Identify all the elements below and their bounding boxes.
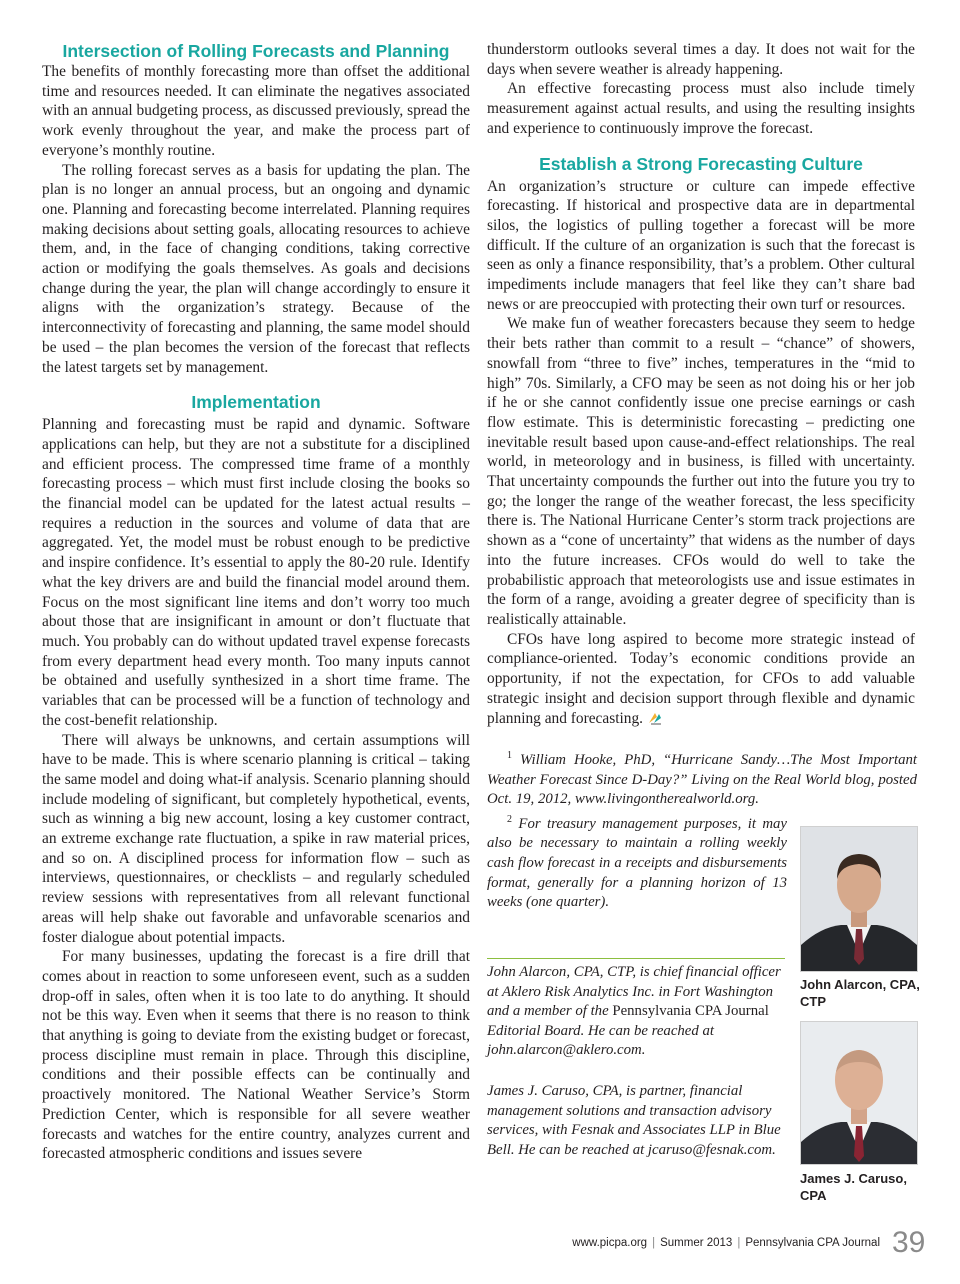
portrait-image (801, 827, 917, 971)
section-heading-rolling-forecasts: Intersection of Rolling Forecasts and Planning (62, 41, 450, 61)
paragraph: There will always be unknowns, and certain assumptions will have to be made. This is where scenario planning is critical – taking the same model and doing what-if analysis. Scenario planning should include modeling of significant, but completely hypothetical, events, such as winning a big new account, losing a key customer contract, an extreme exchange rate fluctuation, a spike in raw material prices, and so on. A disciplined process for information flow – such as interviews, questionnaires, or checklists – and regularly scheduled review sessions with representatives from all relevant functional areas will help shake out favorable and unfavorable scenarios and foster dialogue about potential impacts. (42, 731, 470, 946)
paragraph: For many businesses, updating the forecast is a fire drill that comes about in reaction to some unforeseen event, such as a sudden drop-off in sales, often when it is too late to do anything. It should not be this way. Even when it seems that there is no reason to think that anything is going to deviate from the existing budget or forecast, process discipline must remain in place. Through this discipline, conditions and their possible effects can be continually and proactively monitored. The National Weather Service’s Storm Prediction Center, which is responsible for all severe weather forecasts and watches for the entire country, analyzes current and forecasted atmospheric conditions and issues severe (42, 948, 470, 1163)
paragraph: thunderstorm outlooks several times a day. It does not wait for the days when severe weather is already happening. (487, 41, 915, 78)
author-photo-alarcon (800, 826, 918, 972)
footer-separator: | (737, 1237, 741, 1249)
photo-caption-caruso: James J. Caruso, CPA (800, 1171, 907, 1203)
section-heading-forecasting-culture: Establish a Strong Forecasting Culture (539, 153, 863, 174)
journal-name: Pennsylvania CPA Journal (612, 1003, 769, 1020)
paragraph: An effective forecasting process must also include timely measurement against actual results, and using the resulting insights and experience to continuously improve the forecast. (487, 80, 915, 137)
photo-caption-alarcon: John Alarcon, CPA, CTP (800, 977, 920, 1009)
paragraph-final (487, 630, 915, 729)
paragraph-text: CFOs have long aspired to become more strategic instead of compliance-oriented. Today’s economic conditions provide an opportunity, if not the expectation, for CFOs to add valuable strategic insight and decision support through flexible and dynamic planning and forecasting. (487, 630, 915, 727)
bio-text: John Alarcon, CPA, CTP, is chief financial officer at Aklero Risk Analytics Inc. in Fort Washington and a member of the (487, 964, 781, 1020)
author-bio-caruso: James J. Caruso, CPA, is partner, financial management solutions and transaction advisory services, with Fesnak and Associates LLP in Blue Bell. He can be reached at jcaruso@fesnak.com. (487, 1083, 781, 1158)
paragraph: We make fun of weather forecasters because they seem to hedge their bets rather than commit to a result – “chance” of showers, snowfall from “three to five” inches, temperatures in the “mid to high” 70s. Similarly, a CFO may be seen as not doing his or her job if he or she cannot confidently issue one precise earnings or cash flow estimate. This is deterministic forecasting – predicting one inevitable result based upon cause-and-effect relationships. The real world, in meteorology and in business, is filled with uncertainty. That uncertainty compounds the further out into the future you try to go; the longer the range of the weather forecast, the less specificity there is. The National Hurricane Center’s storm track projections are shown as a “cone of uncertainty” that widens as the number of days into the future increases. CFOs would do well to take the probabilistic approach that meteorologists use and issue estimates in the form of a range, avoiding a greater degree of specificity than is realistically attainable. (487, 315, 915, 628)
paragraph: The benefits of monthly forecasting more than offset the additional time and resources needed. It can eliminate the negatives associated with an annual budgeting process, as discussed previously, spread the work evenly throughout the year, and make the process part of everyone’s monthly routine. (42, 63, 470, 159)
footnote-marker: 1 (507, 750, 512, 762)
bio-text: Editorial Board. He can be reached at john.alarcon@aklero.com. (487, 1022, 714, 1059)
footer-journal: Pennsylvania CPA Journal (745, 1237, 880, 1249)
footer-separator: | (652, 1237, 656, 1249)
footer-issue: Summer 2013 (660, 1237, 733, 1249)
right-column (487, 40, 915, 913)
end-mark-icon (647, 711, 663, 725)
divider-rule (487, 958, 785, 959)
footnote-text: For treasury management purposes, it may also be necessary to maintain a rolling weekly cash flow forecast in a receipts and disbursements format, generally for a planning horizon of 13 weeks (one quarter). (487, 815, 787, 911)
paragraph: Planning and forecasting must be rapid and dynamic. Software applications can help, but they are not a substitute for a disciplined and efficient process. The compressed time frame of a monthly forecasting process – which must first include closing the books so the financial model can be updated for the latest actual results – requires a reduction in the sources and volume of data that are aggregated. Yet, the model must be robust enough to be predictive and inspire confidence. It’s essential to apply the 80-20 rule. Identify what the key drivers are and build the financial model around them. Focus on the most significant line items and don’t worry too much about those that are insignificant in amount or don’t fluctuate that much. You probably can do without updated travel expense forecasts from every department head every month. Too many inputs cannot be obtained and usefully synthesized in a short time frame. The variables that can be processed will be a function of technology and the cost-benefit relationship. (42, 416, 470, 729)
paragraph: An organization’s structure or culture can impede effective forecasting. If historical and prospective data are in departmental silos, the logistics of pulling together a forecast will be more difficult. If the culture of an organization is such that the forecast is seen as only a finance responsibility, that’s a problem. Other cultural impediments include managers that feel like they can’t share bad news or are preoccupied with protecting their own turf or resources. (487, 177, 915, 313)
page-footer (540, 1237, 880, 1249)
paragraph: The rolling forecast serves as a basis for updating the plan. The plan is no longer an annual process, but an ongoing and dynamic one. Planning and forecasting become interrelated. Planning requires making decisions about setting goals, allocating resources to achieve them, and, in the face of changing conditions, taking corrective action or modifying the goals themselves. As goals and decisions change during the year, the plan will change accordingly to ensure it aligns with the organization’s strategy. Because of the interconnectivity of forecasting and planning, the same model should be used – the plan becomes the version of the forecast that reflects the latest targets set by management. (42, 161, 470, 376)
left-column (42, 40, 470, 1164)
author-bio-alarcon (487, 963, 785, 1061)
footnote-text: William Hooke, PhD, “Hurricane Sandy…The Most Important Weather Forecast Since D-Day?” Living on the Real World blog, posted Oct. 19, 2012, www.livingontherealworld.org. (487, 752, 917, 808)
footnote-1 (487, 746, 917, 810)
page-number: 39 (892, 1226, 926, 1259)
footer-website: www.picpa.org (572, 1237, 648, 1249)
section-heading-implementation: Implementation (191, 392, 321, 413)
portrait-image (801, 1022, 917, 1164)
footnote-2 (487, 810, 787, 913)
footnote-marker: 2 (507, 813, 512, 825)
author-photo-caruso (800, 1021, 918, 1165)
